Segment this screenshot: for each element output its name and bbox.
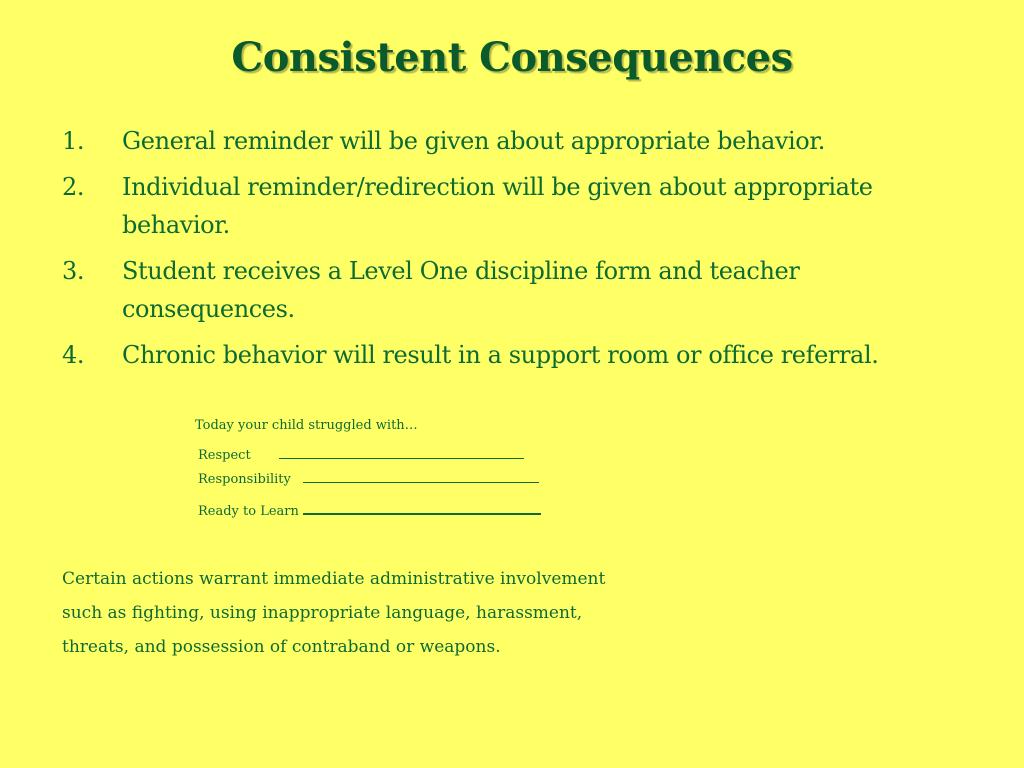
- list-item-text: General reminder will be given about appropriate behavior.: [122, 127, 826, 155]
- list-item-text: Individual reminder/redirection will be given about appropriate behavior.: [122, 173, 873, 239]
- form-row-respect: [198, 445, 524, 463]
- admin-line: such as fighting, using inappropriate language, harassment,: [62, 603, 583, 623]
- list-item: [62, 168, 962, 244]
- form-intro: Today your child struggled with…: [195, 418, 418, 433]
- list-item-number: 1.: [62, 127, 85, 155]
- form-blank-line: [303, 500, 541, 515]
- admin-involvement-note: [62, 562, 962, 664]
- admin-line: Certain actions warrant immediate administrative involvement: [62, 569, 606, 589]
- form-row-ready-to-learn: [198, 500, 541, 519]
- form-row-label: Respect: [198, 448, 251, 463]
- list-item: [62, 336, 962, 374]
- form-blank-line: [279, 445, 524, 459]
- list-item-number: 2.: [62, 173, 85, 201]
- list-item: [62, 252, 962, 328]
- slide-title: Consistent Consequences: [231, 34, 793, 81]
- list-item: [62, 122, 962, 160]
- list-item-number: 3.: [62, 257, 85, 285]
- form-row-label: Responsibility: [198, 472, 291, 487]
- consequence-list: [62, 122, 962, 382]
- list-item-text: Chronic behavior will result in a support room or office referral.: [122, 341, 879, 369]
- list-item-text: Student receives a Level One discipline form and teacher consequences.: [122, 257, 800, 323]
- list-item-number: 4.: [62, 341, 85, 369]
- form-row-label: Ready to Learn: [198, 504, 299, 519]
- admin-line: threats, and possession of contraband or weapons.: [62, 637, 501, 657]
- form-row-responsibility: [198, 469, 539, 487]
- form-blank-line: [303, 469, 539, 483]
